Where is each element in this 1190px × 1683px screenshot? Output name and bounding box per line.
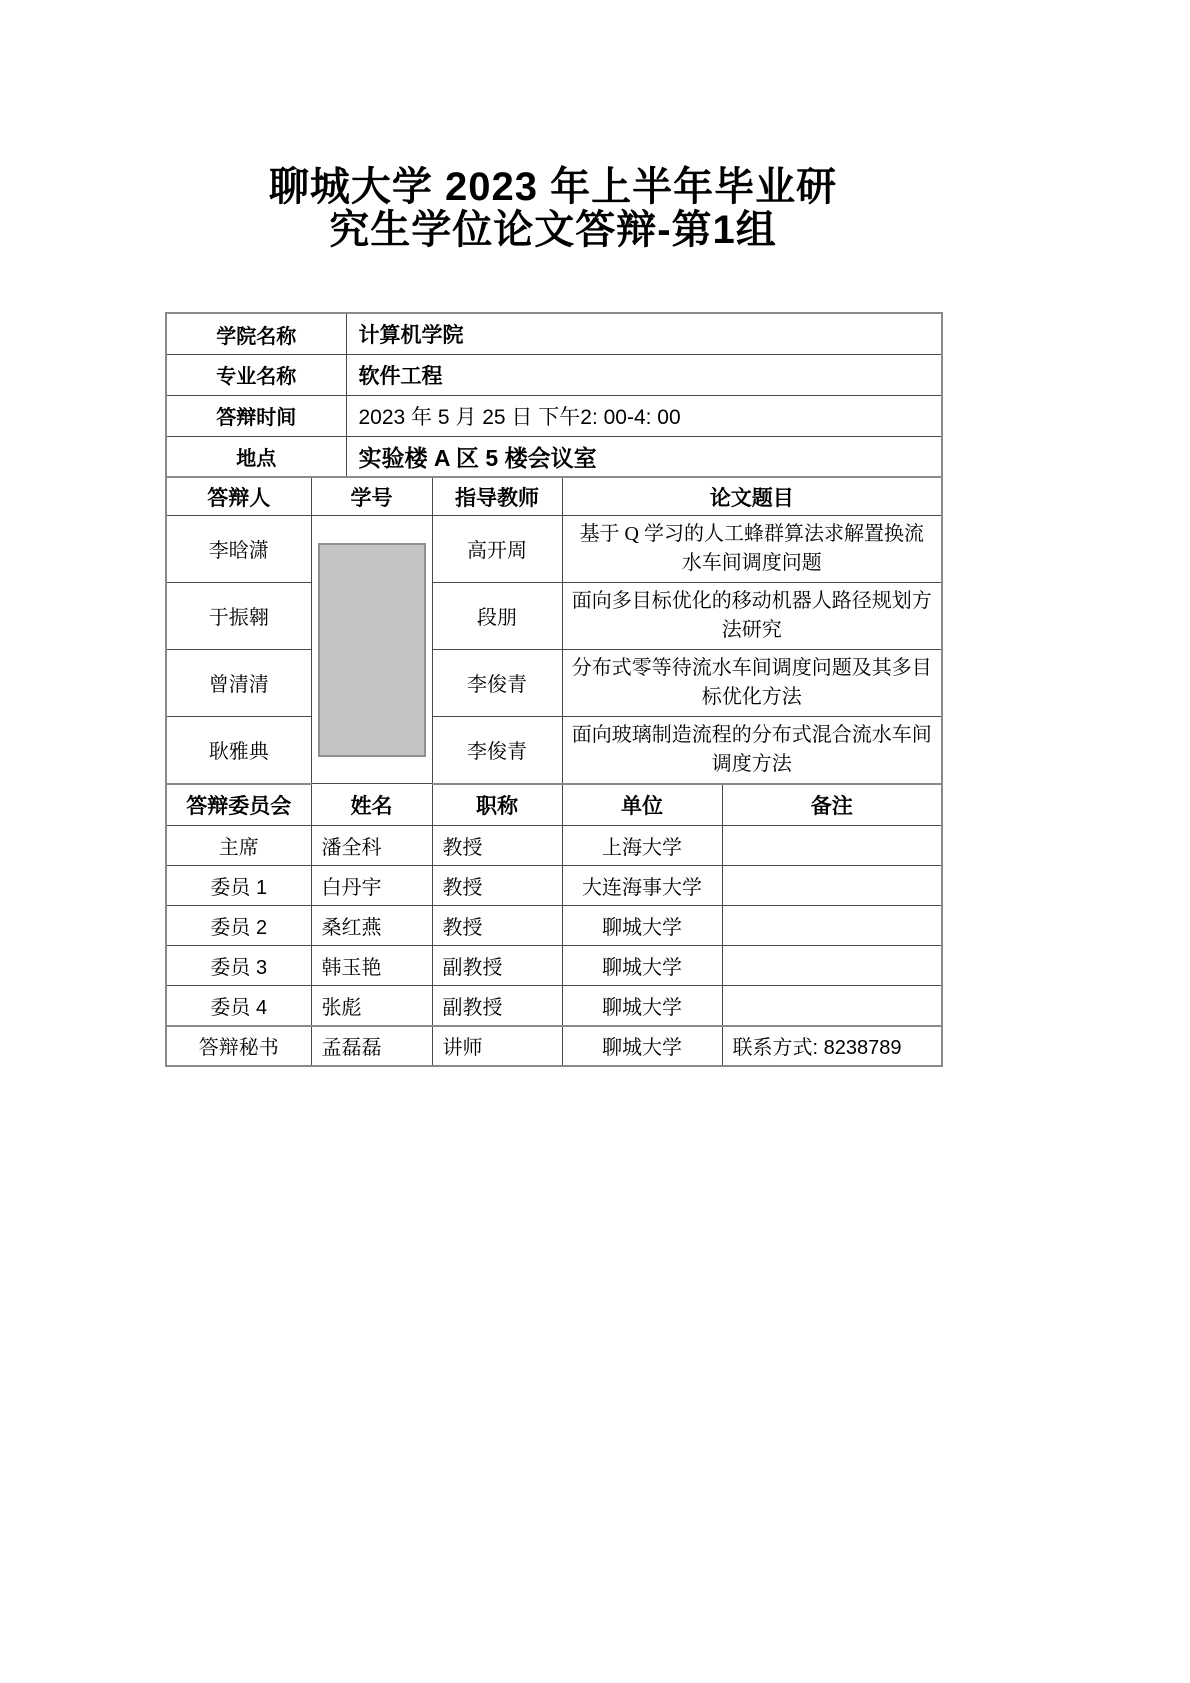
page-title-line-2: 究生学位论文答辩-第1组 <box>329 208 777 253</box>
header-student-id: 学号 <box>311 477 432 515</box>
thesis-title: 分布式零等待流水车间调度问题及其多目标优化方法 <box>562 649 942 716</box>
header-organization: 单位 <box>562 784 722 826</box>
committee-member-name: 潘全科 <box>311 826 432 866</box>
committee-role: 答辩秘书 <box>166 1026 311 1066</box>
defender-name: 耿雅典 <box>166 716 311 784</box>
committee-member-org: 上海大学 <box>562 826 722 866</box>
major-value: 软件工程 <box>346 354 942 395</box>
committee-row <box>166 986 942 1026</box>
thesis-title: 面向多目标优化的移动机器人路径规划方法研究 <box>562 582 942 649</box>
committee-role: 委员 3 <box>166 946 311 986</box>
student-id-redacted-box <box>318 543 426 757</box>
header-advisor: 指导教师 <box>432 477 562 515</box>
committee-member-name: 白丹宇 <box>311 866 432 906</box>
college-label: 学院名称 <box>166 313 346 354</box>
college-value: 计算机学院 <box>346 313 942 354</box>
committee-row <box>166 906 942 946</box>
defense-row <box>166 515 942 582</box>
info-row-major <box>166 354 942 395</box>
location-label: 地点 <box>166 436 346 477</box>
committee-member-org: 聊城大学 <box>562 986 722 1026</box>
secretary-contact: 联系方式: 8238789 <box>722 1026 942 1066</box>
defense-time-label: 答辩时间 <box>166 395 346 436</box>
thesis-title: 面向玻璃制造流程的分布式混合流水车间调度方法 <box>562 716 942 784</box>
header-committee: 答辩委员会 <box>166 784 311 826</box>
info-row-location <box>166 436 942 477</box>
major-label: 专业名称 <box>166 354 346 395</box>
location-value: 实验楼 A 区 5 楼会议室 <box>346 436 942 477</box>
advisor-name: 李俊青 <box>432 649 562 716</box>
info-row-college <box>166 313 942 354</box>
committee-member-name: 韩玉艳 <box>311 946 432 986</box>
defense-row <box>166 716 942 784</box>
committee-member-org: 大连海事大学 <box>562 866 722 906</box>
committee-row <box>166 826 942 866</box>
committee-member-title: 教授 <box>432 906 562 946</box>
document-page <box>165 0 941 1067</box>
advisor-name: 李俊青 <box>432 716 562 784</box>
committee-member-note <box>722 826 942 866</box>
committee-member-org: 聊城大学 <box>562 946 722 986</box>
thesis-title: 基于 Q 学习的人工蜂群算法求解置换流水车间调度问题 <box>562 515 942 582</box>
defense-schedule-table <box>165 312 943 1067</box>
committee-member-title: 教授 <box>432 866 562 906</box>
committee-row <box>166 946 942 986</box>
committee-member-name: 孟磊磊 <box>311 1026 432 1066</box>
committee-row <box>166 866 942 906</box>
committee-role: 委员 2 <box>166 906 311 946</box>
defense-row <box>166 582 942 649</box>
defender-name: 李晗潇 <box>166 515 311 582</box>
committee-member-note <box>722 866 942 906</box>
committee-role: 委员 4 <box>166 986 311 1026</box>
committee-member-note <box>722 946 942 986</box>
committee-member-title: 教授 <box>432 826 562 866</box>
committee-header-row <box>166 784 942 826</box>
advisor-name: 高开周 <box>432 515 562 582</box>
committee-member-title: 讲师 <box>432 1026 562 1066</box>
committee-member-org: 聊城大学 <box>562 906 722 946</box>
info-row-time <box>166 395 942 436</box>
student-id-cell <box>311 515 432 784</box>
defense-header-row <box>166 477 942 515</box>
header-thesis-title: 论文题目 <box>562 477 942 515</box>
committee-member-name: 桑红燕 <box>311 906 432 946</box>
committee-member-name: 张彪 <box>311 986 432 1026</box>
header-defender: 答辩人 <box>166 477 311 515</box>
header-title: 职称 <box>432 784 562 826</box>
header-name: 姓名 <box>311 784 432 826</box>
committee-role: 主席 <box>166 826 311 866</box>
defense-row <box>166 649 942 716</box>
committee-row-secretary <box>166 1026 942 1066</box>
committee-member-title: 副教授 <box>432 986 562 1026</box>
defense-time-value: 2023 年 5 月 25 日 下午2: 00-4: 00 <box>346 395 942 436</box>
committee-member-org: 聊城大学 <box>562 1026 722 1066</box>
advisor-name: 段朋 <box>432 582 562 649</box>
page-title <box>165 166 941 252</box>
committee-member-title: 副教授 <box>432 946 562 986</box>
committee-member-note <box>722 906 942 946</box>
header-remarks: 备注 <box>722 784 942 826</box>
page-title-line-1: 聊城大学 2023 年上半年毕业研 <box>268 165 838 209</box>
defender-name: 曾清清 <box>166 649 311 716</box>
committee-member-note <box>722 986 942 1026</box>
committee-role: 委员 1 <box>166 866 311 906</box>
defender-name: 于振翱 <box>166 582 311 649</box>
